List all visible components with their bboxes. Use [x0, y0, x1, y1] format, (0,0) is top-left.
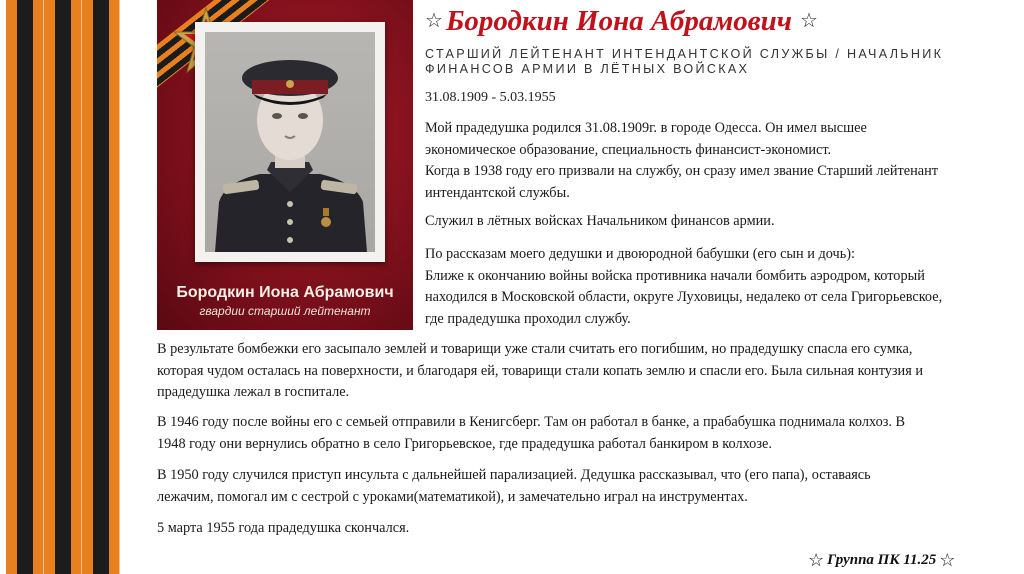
paragraph-post-war [157, 412, 1017, 455]
paragraph-biography [425, 118, 1015, 204]
rank-text [425, 47, 1015, 77]
paragraph-bombing [157, 339, 1017, 404]
rank-line: СТАРШИЙ ЛЕЙТЕНАНТ ИНТЕНДАНТСКОЙ СЛУЖБЫ / НАЧАЛЬНИК [425, 47, 944, 61]
text-line: прадедушка лежал в госпитале. [157, 384, 350, 400]
ribbon-stripes [6, 0, 120, 574]
paragraph-death [157, 518, 1017, 540]
text-line: где прадедушка проходил службу. [425, 310, 631, 327]
star-icon: ☆ [808, 550, 825, 570]
text-line: По рассказам моего дедушки и двоюродной бабушки (его сын и дочь): [425, 246, 855, 262]
star-icon: ☆ [939, 550, 956, 570]
paragraph-stories [425, 244, 1015, 330]
paragraph-illness [157, 465, 1017, 508]
star-icon: ☆ [425, 10, 443, 32]
title-row [425, 2, 818, 40]
group-label: Группа ПК 11.25 [827, 551, 937, 568]
text-line: В 1946 году после войны его с семьей отправили в Кенигсберг. Там он работал в банке, а прабабушка поднимала колхоз. В [157, 414, 906, 430]
text-line: 5 марта 1955 года прадедушка скончался. [157, 520, 410, 536]
portrait-caption-rank: гвардии старший лейтенант [199, 304, 371, 318]
paragraph-service [425, 211, 1015, 233]
text-line: Служил в лётных войсках Начальником финансов армии. [425, 213, 775, 229]
life-dates: 31.08.1909 - 5.03.1955 [425, 90, 556, 105]
text-line: Когда в 1938 году его призвали на службу, он сразу имел звание Старший лейтенант [425, 163, 938, 179]
text-line: лежачим, помогал им с сестрой с уроками(математикой), и замечательно играл на инструментах. [157, 488, 748, 505]
portrait-photo [205, 32, 375, 252]
rank-line: ФИНАНСОВ АРМИИ В ЛЁТНЫХ ВОЙСКАХ [425, 62, 750, 76]
text-line: 1948 году они вернулись обратно в село Григорьевское, где прадедушка работал банкиром в колхозе. [157, 435, 772, 452]
text-line: В результате бомбежки его засыпало землей и товарищи уже стали считать его погибшим, но прадедушку спасла его сумка, [157, 341, 913, 357]
text-line: В 1950 году случился приступ инсульта с дальнейшей парализацией. Дедушка рассказывал, что (его папа), оставаясь [157, 467, 871, 483]
photo-frame [195, 22, 385, 262]
text-line: находился в Московской области, округе Луховицы, недалеко от села Григорьевское, [425, 289, 943, 305]
text-line: которая чудом осталась на поверхности, и благодаря ей, товарищи стали копать землю и спасли его. Была сильная контузия и [157, 362, 923, 379]
star-icon: ☆ [800, 10, 818, 32]
st-george-ribbon [0, 0, 130, 574]
text-line: интендантской службы. [425, 184, 570, 201]
text-line: экономическое образование, специальность финансист-экономист. [425, 141, 832, 158]
portrait-caption-name: Бородкин Иона Абрамович [176, 284, 394, 301]
text-line: Ближе к окончанию войны войска противника начали бомбить аэродром, который [425, 267, 925, 284]
portrait-card [157, 0, 413, 330]
text-line: Мой прадедушка родился 31.08.1909г. в городе Одесса. Он имел высшее [425, 120, 867, 136]
footer-group-label [808, 551, 955, 569]
page-title: Бородкин Иона Абрамович [445, 4, 792, 37]
